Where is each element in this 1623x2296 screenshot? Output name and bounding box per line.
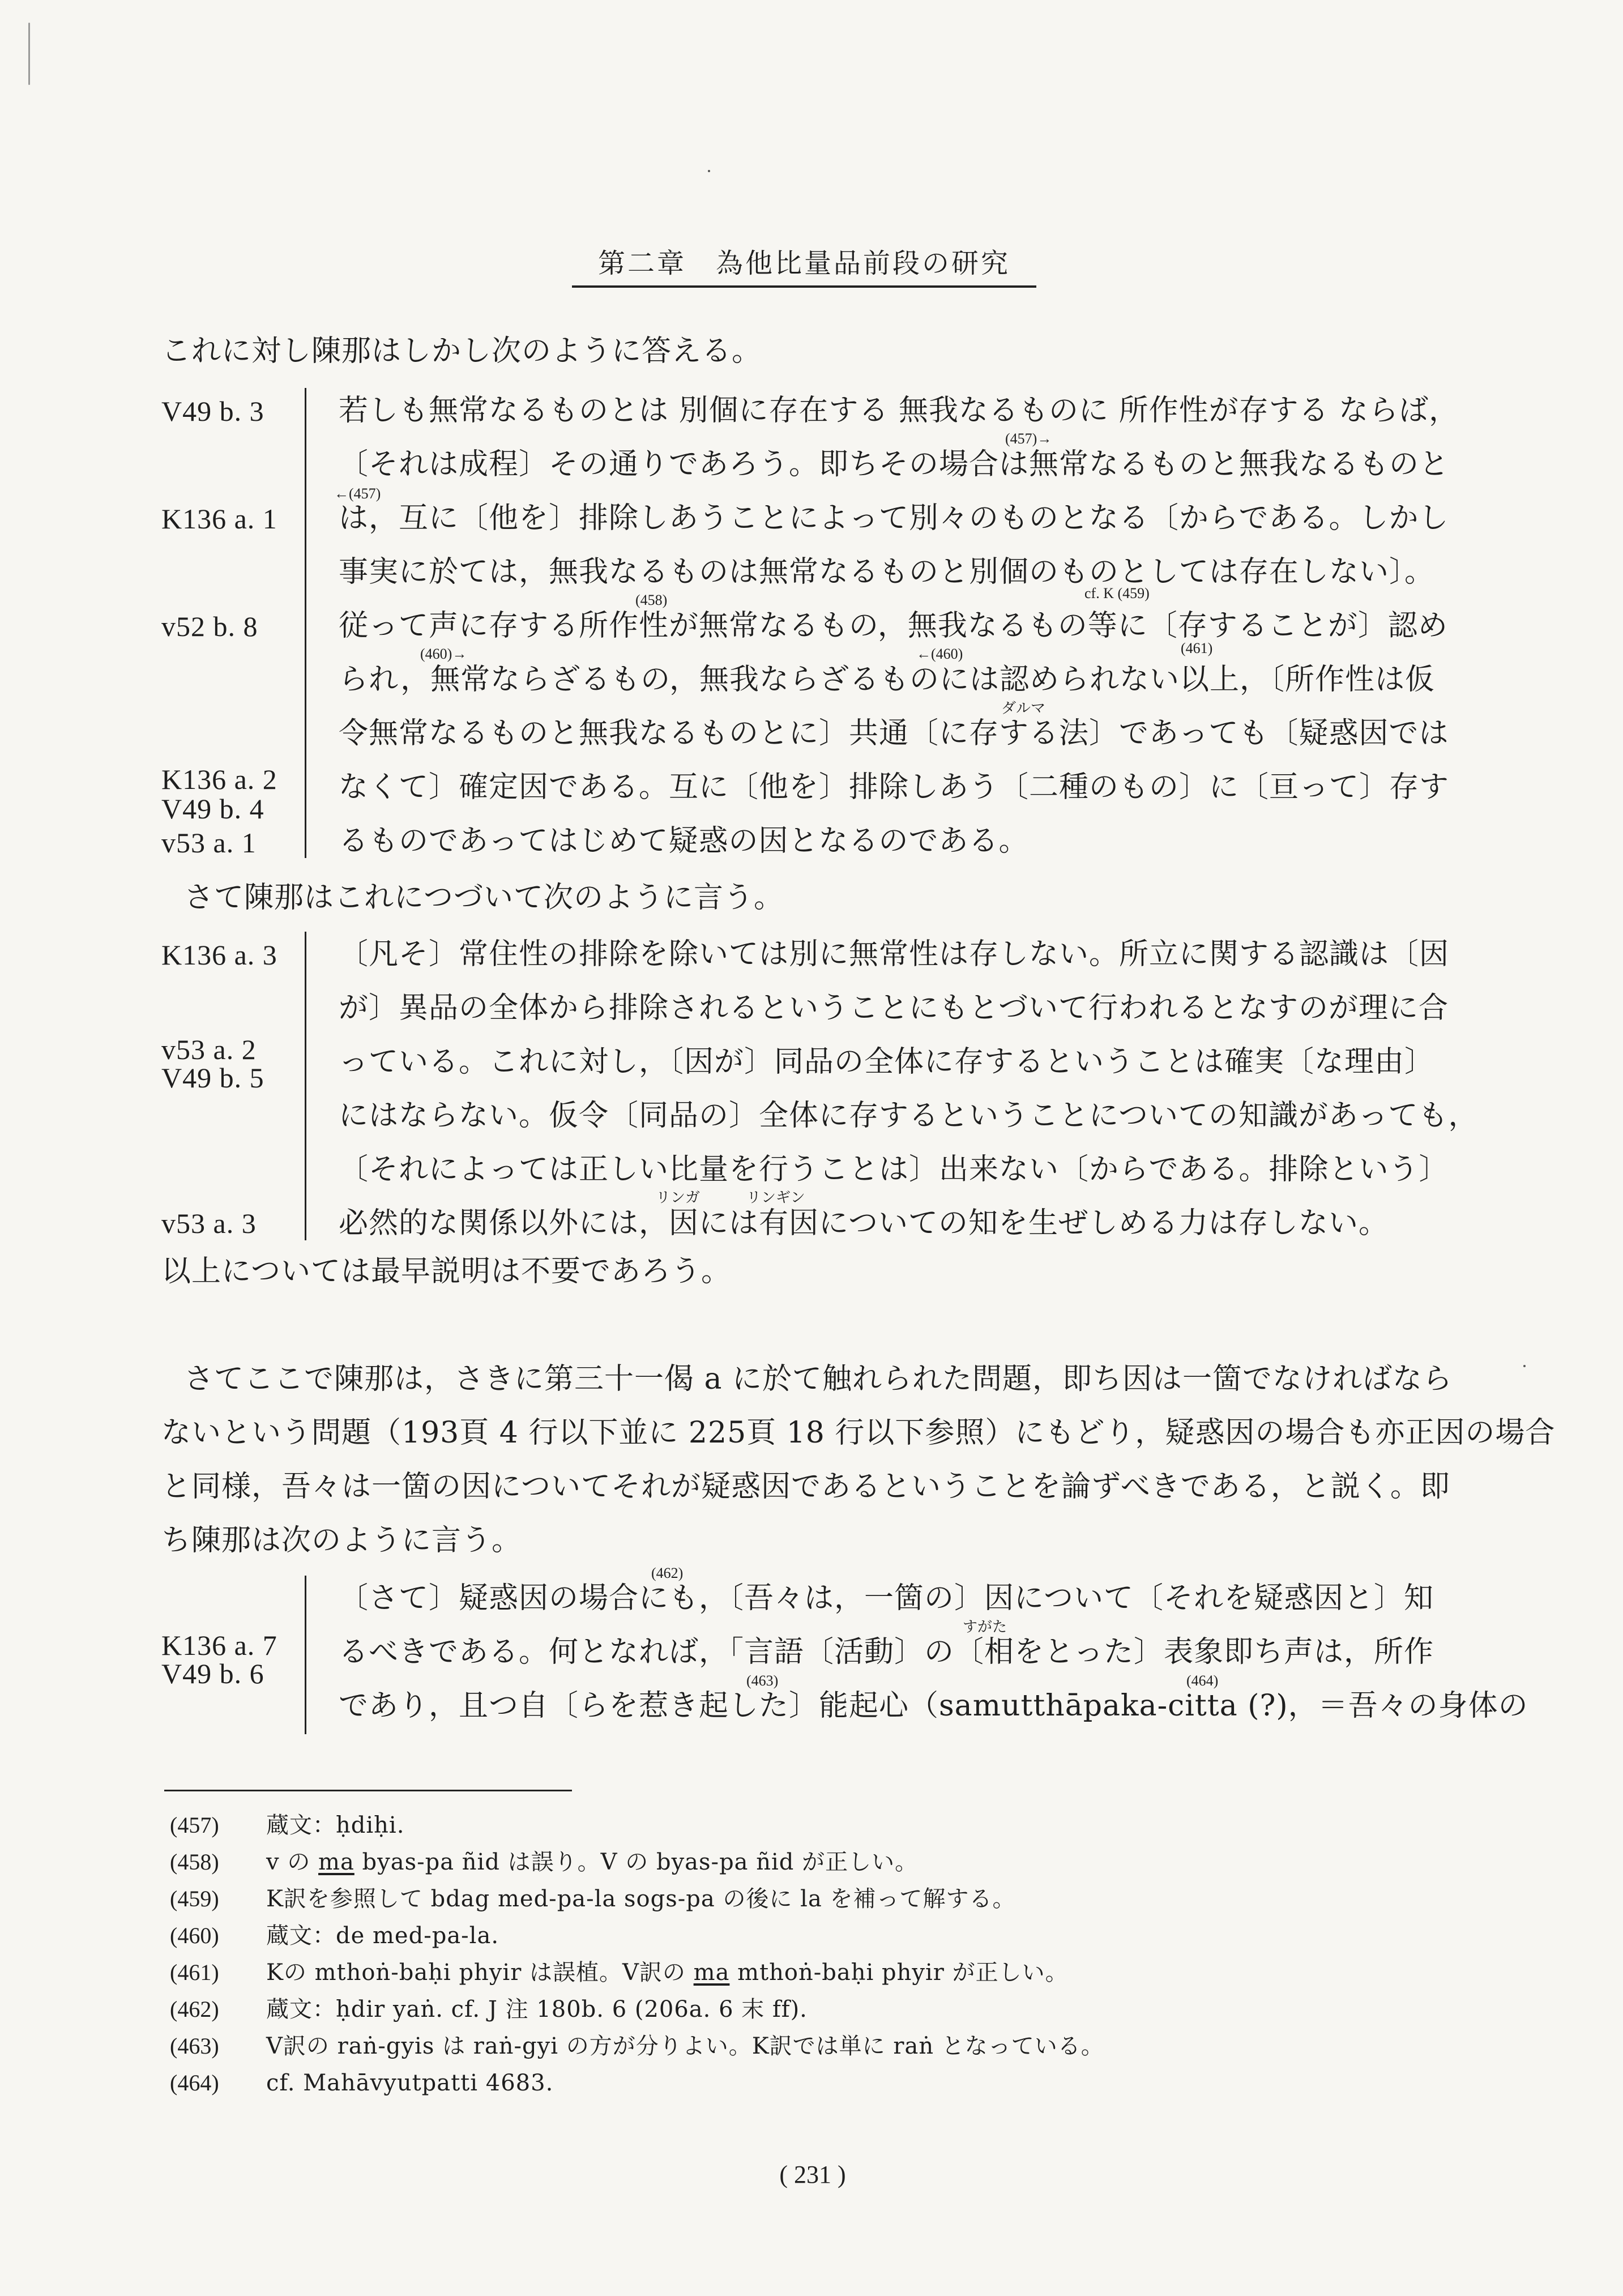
footnote-marker: (463) — [746, 1672, 779, 1689]
body-line: ないという問題（193頁 4 行以下並に 225頁 18 行以下参照）にもどり，疑惑因の場合も亦正因の場合 — [161, 1416, 1556, 1450]
scan-speck — [1523, 1365, 1526, 1367]
quote-bar — [305, 1576, 306, 1734]
ref-marker: V49 b. 3 — [161, 395, 264, 427]
quote-line: は，互に〔他を〕排除しあうことによって別々のものとなる〔からである。しかし — [339, 501, 1449, 535]
quote-line: 従って声に存する所作性が無常なるもの，無我なるもの等に〔存することが〕認め — [339, 609, 1448, 643]
intro-sentence: これに対し陳那はしかし次のように答える。 — [161, 334, 762, 368]
footnote-marker: (464) — [1186, 1672, 1219, 1689]
quote-line: っている。これに対し，〔因が〕同品の全体に存するということは確実〔な理由〕 — [339, 1045, 1435, 1079]
footnote-text: 蔵文：de med-pa-la. — [266, 1923, 499, 1949]
footnote-number: (464) — [170, 2070, 219, 2096]
quote-line: にはならない。仮令〔同品の〕全体に存するということについての知識があっても， — [339, 1099, 1479, 1133]
footnote-text: Kの mthoṅ-baḥi phyir は誤植。V訳の ma mthoṅ-baḥi phyir が正しい。 — [266, 1960, 1069, 1986]
quote-line: るものであってはじめて疑惑の因となるのである。 — [339, 824, 1029, 858]
footnote-rule — [164, 1790, 572, 1791]
footnote-marker: (458) — [635, 592, 668, 608]
running-header: 第二章 為他比量品前段の研究 — [572, 244, 1036, 288]
footnote-marker: (462) — [651, 1565, 684, 1581]
footnote-number: (463) — [170, 2033, 219, 2059]
footnote-number: (462) — [170, 1996, 219, 2022]
footnote-number: (461) — [170, 1960, 219, 1985]
closing-sentence: 以上については最早説明は不要であろう。 — [161, 1254, 731, 1288]
ref-marker: V49 b. 5 — [161, 1062, 264, 1094]
underlined-term: ma — [318, 1849, 355, 1875]
ref-marker: v53 a. 3 — [161, 1207, 257, 1239]
quote-line: であり，且つ自〔らを惹き起した〕能起心（samutthāpaka-citta (?)，＝吾々の身体の — [339, 1689, 1528, 1723]
furigana: ダルマ — [1001, 700, 1046, 716]
quote-line: 〔それは成程〕その通りであろう。即ちその場合は無常なるものと無我なるものと — [339, 447, 1450, 481]
furigana: リンギン — [746, 1189, 805, 1206]
footnote-number: (457) — [170, 1812, 219, 1838]
scan-speck — [708, 170, 710, 172]
footnote-text: cf. Mahāvyutpatti 4683. — [266, 2070, 554, 2096]
ref-marker: K136 a. 1 — [161, 503, 277, 535]
quote-bar — [305, 932, 306, 1240]
ref-marker: V49 b. 6 — [161, 1658, 264, 1689]
scan-mark — [28, 23, 30, 85]
underlined-term: ma — [693, 1960, 730, 1986]
quote-line: られ，無常ならざるもの，無我ならざるものには認められない以上，〔所作性は仮 — [339, 663, 1436, 697]
furigana: リンガ — [656, 1189, 701, 1206]
footnote-text: K訳を参照して bdag med-pa-la sogs-pa の後に la を補って解する。 — [266, 1886, 1016, 1912]
quote-line: 〔さて〕疑惑因の場合にも，〔吾々は，一箇の〕因について〔それを疑惑因と〕知 — [339, 1581, 1434, 1615]
ref-marker: v53 a. 1 — [161, 827, 257, 859]
quote-line: 〔凡そ〕常住性の排除を除いては別に無常性は存しない。所立に関する認識は〔因 — [339, 937, 1450, 971]
footnote-marker: (457)→ — [1005, 430, 1052, 447]
footnote-marker: ←(460) — [916, 646, 963, 662]
footnote-number: (458) — [170, 1849, 219, 1875]
ref-marker: K136 a. 2 — [161, 763, 277, 795]
quote-bar — [305, 388, 306, 858]
quote-line: 事実に於ては，無我なるものは無常なるものと別個のものとしては存在しない〕。 — [339, 555, 1435, 589]
ref-marker: K136 a. 3 — [161, 939, 277, 971]
footnote-text: 蔵文：ḥdir yaṅ. cf. J 注 180b. 6 (206a. 6 末 ff). — [266, 1996, 808, 2022]
quote-line: が〕異品の全体から排除されるということにもとづいて行われるとなすのが理に合 — [339, 991, 1449, 1025]
footnote-text: 蔵文：ḥdiḥi. — [266, 1812, 405, 1838]
ref-marker: v52 b. 8 — [161, 611, 258, 642]
footnote-text: v の ma byas-pa ñid は誤り。V の byas-pa ñid が正しい。 — [266, 1849, 919, 1875]
footnote-marker: ←(457) — [334, 485, 381, 502]
footnote-number: (460) — [170, 1923, 219, 1948]
quote-line: 令無常なるものと無我なるものとに〕共通〔に存する法〕であっても〔疑惑因では — [339, 716, 1449, 750]
body-line: と同様，吾々は一箇の因についてそれが疑惑因であるということを論ずべきである，と説く。即 — [161, 1470, 1450, 1504]
footnote-marker: (460)→ — [420, 646, 467, 662]
quote-line: 若しも無常なるものとは 別個に存在する 無我なるものに 所作性が存する ならば， — [339, 394, 1459, 428]
page-number: ( 231 ) — [779, 2161, 846, 2188]
intro-sentence: さて陳那はこれにつづいて次のように言う。 — [184, 881, 784, 915]
body-line: さてここで陳那は，さきに第三十一偈 a に於て触れられた問題，即ち因は一箇でなければなら — [184, 1362, 1453, 1396]
ref-marker: V49 b. 4 — [161, 793, 264, 825]
footnote-marker: (461) — [1181, 640, 1213, 656]
ref-marker: K136 a. 7 — [161, 1629, 277, 1661]
quote-line: 必然的な関係以外には，因には有因についての知を生ぜしめる力は存しない。 — [339, 1206, 1389, 1240]
footnote-text: V訳の raṅ-gyis は raṅ-gyi の方が分りよい。K訳では単に raṅ となっている。 — [266, 2033, 1104, 2059]
ref-marker: v53 a. 2 — [161, 1034, 257, 1065]
quote-line: るべきである。何となれば，「言語〔活動〕の〔相をとった〕表象即ち声は，所作 — [339, 1635, 1434, 1669]
quote-line: 〔それによっては正しい比量を行うことは〕出来ない〔からである。排除という〕 — [339, 1153, 1449, 1187]
quote-line: なくて〕確定因である。互に〔他を〕排除しあう〔二種のもの〕に〔亘って〕存す — [339, 770, 1450, 804]
body-line: ち陳那は次のように言う。 — [161, 1523, 522, 1557]
footnote-marker: cf. K (459) — [1084, 585, 1150, 601]
footnote-number: (459) — [170, 1886, 219, 1911]
furigana: すがた — [963, 1619, 1007, 1635]
